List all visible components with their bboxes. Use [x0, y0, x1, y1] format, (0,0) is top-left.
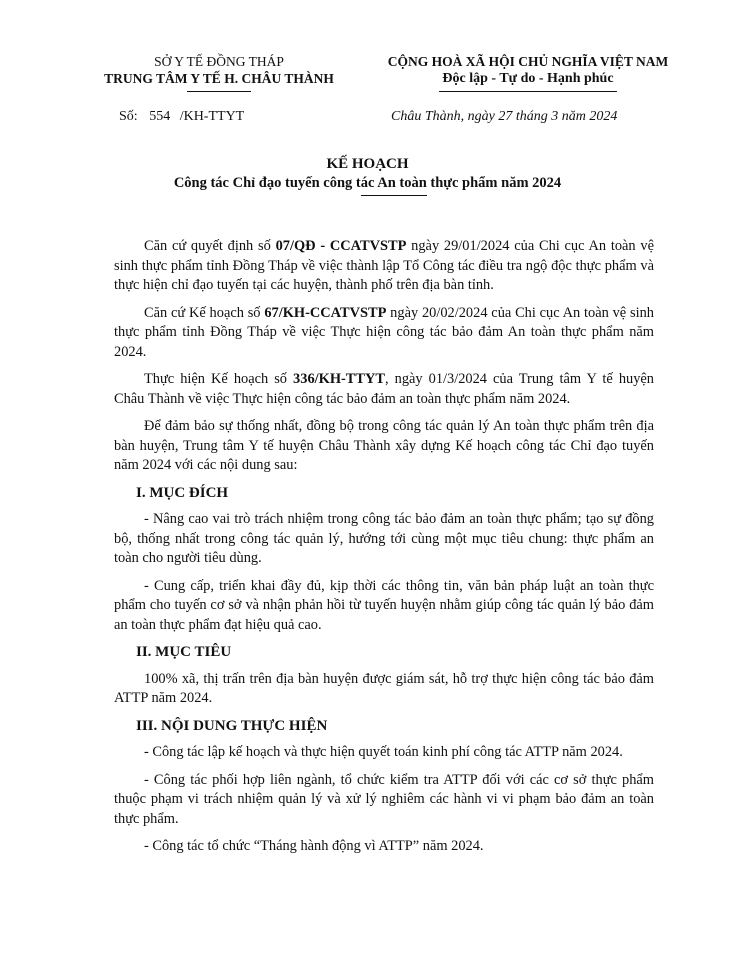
document-date: Châu Thành, ngày 27 tháng 3 năm 2024	[391, 109, 618, 124]
section-heading-content: III. NỘI DUNG THỰC HIỆN	[136, 717, 328, 734]
paragraph-basis-2: Căn cứ Kế hoạch số 67/KH-CCATVSTP ngày 20/02/2024 của Chi cục An toàn vệ sinh thực phẩm tỉnh Đồng Tháp về việc Thực hiện công tác bảo đảm An toàn thực phẩm năm 2024.	[114, 304, 654, 360]
parent-agency: SỞ Y TẾ ĐỒNG THÁP	[154, 54, 284, 69]
document-subtitle: Công tác Chỉ đạo tuyến công tác An toàn thực phẩm năm 2024	[173, 175, 562, 191]
purpose-item-1: - Nâng cao vai trò trách nhiệm trong công tác bảo đảm an toàn thực phẩm; tạo sự đồng bộ, thống nhất trong công tác quản lý, hướng tới cùng một mục tiêu chung: thực phẩm an toàn cho người tiêu dùng.	[114, 511, 654, 566]
doc-number-prefix: Số:	[119, 109, 138, 124]
issuing-agency-block	[84, 53, 354, 92]
content-item-2: - Công tác phối hợp liên ngành, tổ chức kiểm tra ATTP đối với các cơ sở thực phẩm thuộc phạm vi trách nhiệm quản lý và xử lý nghiêm các hành vi vi phạm bảo đảm an toàn thực phẩm.	[114, 771, 654, 827]
national-title: CỘNG HOÀ XÃ HỘI CHỦ NGHĨA VIỆT NAM	[387, 54, 669, 69]
document-body	[114, 237, 654, 865]
objective-text: 100% xã, thị trấn trên địa bàn huyện được giám sát, hỗ trợ thực hiện công tác bảo đảm ATTP năm 2024.	[114, 670, 654, 706]
motto-underline	[439, 91, 617, 92]
content-item-3: - Công tác tổ chức “Tháng hành động vì ATTP” năm 2024.	[144, 838, 484, 854]
document-title-block	[0, 155, 735, 196]
doc-number-suffix: /KH-TTYT	[179, 109, 245, 124]
purpose-item-2: - Cung cấp, triển khai đầy đủ, kịp thời các thông tin, văn bản pháp luật an toàn thực phẩm cho tuyến cơ sở và nhận phản hồi từ tuyến huyện nhằm giúp công tác quản lý bảo đảm an toàn thực phẩm đạt hiệu quả cao.	[114, 577, 654, 633]
issuing-agency: TRUNG TÂM Y TẾ H. CHÂU THÀNH	[104, 71, 334, 86]
doc-number-value: 554	[149, 109, 171, 124]
paragraph-basis-1: Căn cứ quyết định số 07/QĐ - CCATVSTP ngày 29/01/2024 của Chi cục An toàn vệ sinh thực phẩm tỉnh Đồng Tháp về việc thành lập Tổ Công tác điều tra ngộ độc thực phẩm và thực hiện chỉ đạo tuyến tại các huyện, thành phố trên địa bàn tỉnh.	[114, 238, 654, 293]
paragraph-intro: Để đảm bảo sự thống nhất, đồng bộ trong công tác quản lý An toàn thực phẩm trên địa bàn huyện, Trung tâm Y tế huyện Châu Thành xây dựng Kế hoạch công tác Chỉ đạo tuyến năm 2024 với các nội dung sau:	[114, 418, 654, 473]
document-number	[119, 109, 244, 125]
section-heading-purpose: I. MỤC ĐÍCH	[136, 484, 229, 501]
paragraph-basis-3: Thực hiện Kế hoạch số 336/KH-TTYT, ngày 01/3/2024 của Trung tâm Y tế huyện Châu Thành về việc Thực hiện công tác bảo đảm an toàn thực phẩm năm 2024.	[114, 371, 655, 407]
content-item-1: - Công tác lập kế hoạch và thực hiện quyết toán kinh phí công tác ATTP năm 2024.	[144, 744, 623, 760]
national-motto: Độc lập - Tự do - Hạnh phúc	[442, 71, 614, 86]
national-motto-block	[360, 53, 696, 92]
document-title: KẾ HOẠCH	[326, 156, 409, 172]
section-heading-objective: II. MỤC TIÊU	[136, 644, 232, 660]
agency-underline	[187, 91, 251, 92]
title-underline	[361, 195, 427, 196]
